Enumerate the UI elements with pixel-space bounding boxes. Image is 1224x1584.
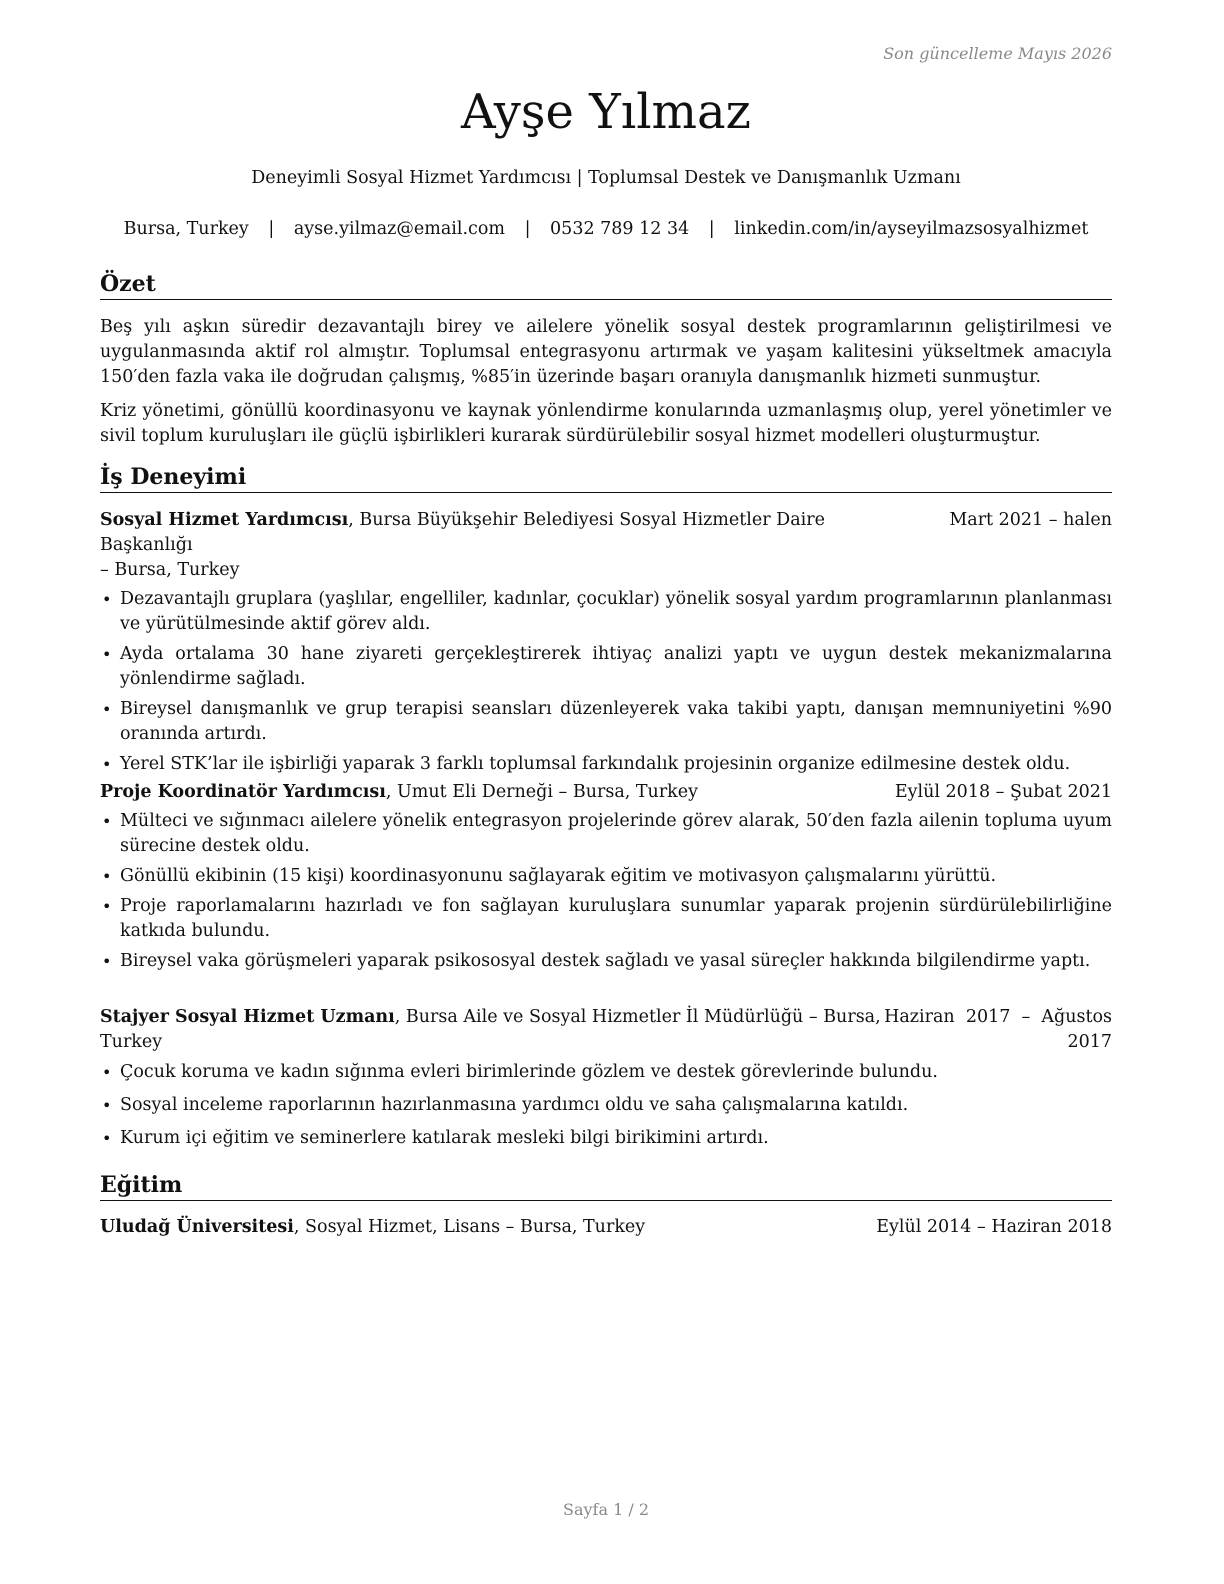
bullet-text: Yerel STK’lar ile işbirliği yaparak 3 farklı toplumsal farkındalık projesinin organize edilmesine destek oldu. bbox=[120, 754, 1071, 774]
job-header bbox=[100, 1005, 1112, 1055]
resume-page bbox=[100, 0, 1112, 1584]
job-role: Stajyer Sosyal Hizmet Uzmanı bbox=[100, 1007, 395, 1027]
job-location: Turkey bbox=[100, 1032, 163, 1052]
bullet-icon: • bbox=[102, 867, 112, 886]
education-entry bbox=[100, 1215, 1112, 1240]
list-item bbox=[100, 1126, 1112, 1151]
contact-email[interactable]: ayse.yilmaz@email.com bbox=[293, 219, 505, 239]
bullet-icon: • bbox=[102, 952, 112, 971]
job-date bbox=[884, 1005, 1112, 1055]
bullet-text: Gönüllü ekibinin (15 kişi) koordinasyonunu sağlayarak eğitim ve motivasyon çalışmalarını yürüttü. bbox=[120, 866, 997, 886]
page-number: Sayfa 1 / 2 bbox=[562, 1500, 649, 1519]
job-date-line: Haziran 2017 – Ağustos bbox=[884, 1007, 1112, 1027]
bullet-icon: • bbox=[102, 1129, 112, 1148]
bullet-icon: • bbox=[102, 1063, 112, 1082]
person-name: Ayşe Yılmaz bbox=[461, 84, 751, 140]
job-organization: , Bursa Aile ve Sosyal Hizmetler İl Müdürlüğü – Bursa, bbox=[394, 1007, 881, 1027]
job-date: Eylül 2018 – Şubat 2021 bbox=[894, 782, 1112, 802]
job-role: Sosyal Hizmet Yardımcısı bbox=[100, 510, 349, 530]
job-organization: , Bursa Büyükşehir Belediyesi Sosyal Hizmetler Daire Başkanlığı bbox=[100, 510, 825, 555]
list-item bbox=[100, 1093, 1112, 1118]
education-date: Eylül 2014 – Haziran 2018 bbox=[876, 1217, 1112, 1237]
job-header bbox=[100, 780, 1112, 805]
bullet-text: Kurum içi eğitim ve seminerlere katılarak mesleki bilgi birikimini artırdı. bbox=[120, 1128, 769, 1148]
list-item bbox=[100, 1060, 1112, 1085]
list-item bbox=[100, 949, 1112, 974]
section-title-education: Eğitim bbox=[100, 1171, 1112, 1201]
job-role: Proje Koordinatör Yardımcısı bbox=[100, 782, 386, 802]
list-item bbox=[100, 809, 1112, 859]
bullet-text: Dezavantajlı gruplara (yaşlılar, engelliler, kadınlar, çocuklar) yönelik sosyal yardım programlarının planlanması ve yürütülmesinde aktif görev aldı. bbox=[120, 589, 1112, 634]
list-item bbox=[100, 894, 1112, 944]
job-entry bbox=[100, 508, 1112, 782]
list-item bbox=[100, 864, 1112, 889]
job-entry bbox=[100, 780, 1112, 979]
job-location: – Bursa, Turkey bbox=[100, 560, 240, 580]
bullet-icon: • bbox=[102, 645, 112, 664]
bullet-icon: • bbox=[102, 590, 112, 609]
contact-linkedin[interactable]: linkedin.com/in/ayseyilmazsosyalhizmet bbox=[734, 219, 1089, 239]
bullet-icon: • bbox=[102, 700, 112, 719]
bullet-text: Çocuk koruma ve kadın sığınma evleri birimlerinde gözlem ve destek görevlerinde bulundu. bbox=[120, 1062, 938, 1082]
job-header bbox=[100, 508, 1112, 583]
summary-paragraph: Beş yılı aşkın süredir dezavantajlı birey ve ailelere yönelik sosyal destek programlarının geliştirilmesi ve uygulanmasında aktif rol almıştır. Toplumsal entegrasyonu artırmak ve yaşam kalitesini yükseltmek amacıyla 150′den fazla vaka ile doğrudan çalışmış, %85′in üzerinde başarı oranıyla danışmanlık hizmeti sunmuştur. bbox=[100, 317, 1112, 387]
contact-location: Bursa, Turkey bbox=[123, 219, 249, 239]
bullet-icon: • bbox=[102, 1096, 112, 1115]
education-detail: , Sosyal Hizmet, Lisans – Bursa, Turkey bbox=[293, 1217, 646, 1237]
bullet-text: Ayda ortalama 30 hane ziyareti gerçekleştirerek ihtiyaç analizi yaptı ve uygun destek mekanizmalarına yönlendirme sağladı. bbox=[120, 644, 1112, 689]
job-bullets bbox=[100, 809, 1112, 974]
section-title-summary: Özet bbox=[100, 270, 1112, 300]
last-updated-note: Son güncelleme Mayıs 2026 bbox=[883, 44, 1112, 63]
bullet-icon: • bbox=[102, 897, 112, 916]
contact-line bbox=[100, 219, 1112, 239]
headline: Deneyimli Sosyal Hizmet Yardımcısı | Toplumsal Destek ve Danışmanlık Uzmanı bbox=[251, 168, 961, 188]
summary-paragraph: Kriz yönetimi, gönüllü koordinasyonu ve kaynak yönlendirme konularında uzmanlaşmış olup, yerel yönetimler ve sivil toplum kuruluşları ile güçlü işbirlikleri kurarak sürdürülebilir sosyal hizmet modelleri oluşturmuştur. bbox=[100, 401, 1112, 446]
job-date-line: 2017 bbox=[1067, 1032, 1112, 1052]
list-item bbox=[100, 642, 1112, 692]
list-item bbox=[100, 587, 1112, 637]
bullet-icon: • bbox=[102, 812, 112, 831]
education-header bbox=[100, 1215, 1112, 1240]
list-item bbox=[100, 697, 1112, 747]
bullet-text: Bireysel vaka görüşmeleri yaparak psikososyal destek sağladı ve yasal süreçler hakkında bilgilendirme yaptı. bbox=[120, 951, 1091, 971]
school-name: Uludağ Üniversitesi bbox=[100, 1217, 294, 1237]
contact-separator: | bbox=[524, 219, 531, 239]
job-bullets bbox=[100, 1060, 1112, 1151]
job-entry bbox=[100, 1005, 1112, 1159]
bullet-text: Sosyal inceleme raporlarının hazırlanmasına yardımcı oldu ve saha çalışmalarına katıldı. bbox=[120, 1095, 909, 1115]
job-bullets bbox=[100, 587, 1112, 777]
section-title-experience: İş Deneyimi bbox=[100, 463, 1112, 493]
contact-separator: | bbox=[708, 219, 715, 239]
job-date: Mart 2021 – halen bbox=[949, 510, 1112, 530]
bullet-text: Bireysel danışmanlık ve grup terapisi seansları düzenleyerek vaka takibi yaptı, danışan memnuniyetini %90 oranında artırdı. bbox=[120, 699, 1112, 744]
bullet-icon: • bbox=[102, 755, 112, 774]
bullet-text: Proje raporlamalarını hazırladı ve fon sağlayan kuruluşlara sunumlar yaparak projenin sürdürülebilirliğine katkıda bulundu. bbox=[120, 896, 1112, 941]
job-organization: , Umut Eli Derneği – Bursa, Turkey bbox=[385, 782, 699, 802]
contact-separator: | bbox=[268, 219, 275, 239]
bullet-text: Mülteci ve sığınmacı ailelere yönelik entegrasyon projelerinde görev alarak, 50′den fazla ailenin topluma uyum sürecine destek oldu. bbox=[120, 811, 1112, 856]
contact-phone[interactable]: 0532 789 12 34 bbox=[550, 219, 690, 239]
list-item bbox=[100, 752, 1112, 777]
